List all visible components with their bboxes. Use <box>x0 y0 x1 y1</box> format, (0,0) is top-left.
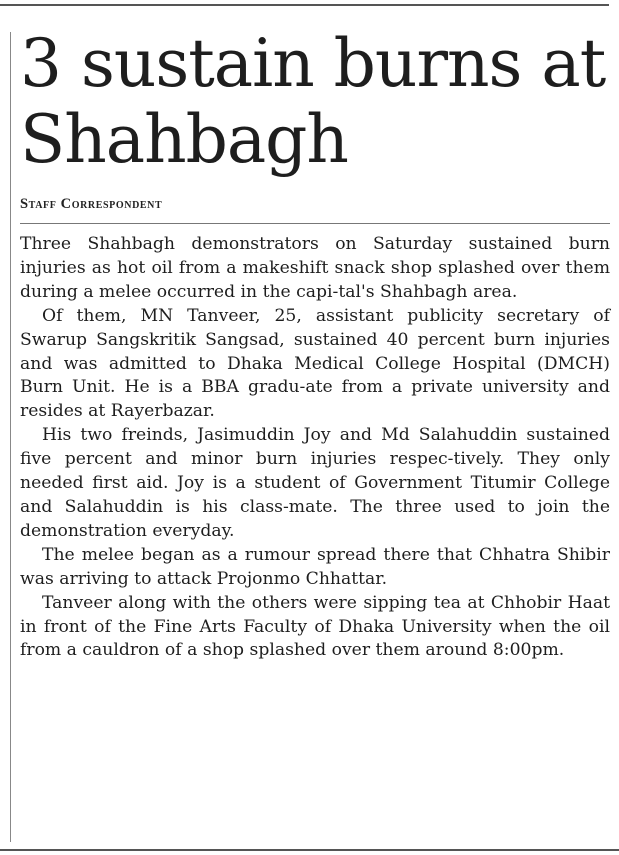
paragraph: Three Shahbagh demonstrators on Saturday sustained burn injuries as hot oil from a makeshift snack shop splashed over them during a melee occurred in the capi-tal's Shahbagh area. <box>20 234 610 302</box>
byline-divider <box>20 223 610 224</box>
paragraph: Tanveer along with the others were sipping tea at Chhobir Haat in front of the Fine Arts Faculty of Dhaka University when the oil from a cauldron of a shop splashed over them around 8:00pm. <box>20 592 610 661</box>
article-body <box>20 233 610 663</box>
paragraph: Of them, MN Tanveer, 25, assistant publicity secretary of Swarup Sangskritik Sangsad, sustained 40 percent burn injuries and was admitted to Dhaka Medical College Hospital (DMCH) Burn Unit. He is a BBA gradu-ate from a private university and resides at Rayerbazar. <box>20 305 610 422</box>
left-column-rule <box>10 32 11 842</box>
top-rule <box>0 4 609 6</box>
bottom-rule <box>0 849 619 851</box>
news-article <box>20 26 610 663</box>
byline: Staff Correspondent <box>20 196 163 212</box>
headline: 3 sustain burns at Shahbagh <box>20 25 606 178</box>
paragraph: The melee began as a rumour spread there that Chhatra Shibir was arriving to attack Projonmo Chhattar. <box>20 544 610 589</box>
paragraph: His two freinds, Jasimuddin Joy and Md Salahuddin sustained five percent and minor burn injuries respec-tively. They only needed first aid. Joy is a student of Government Titumir College and Salahuddin is his class-mate. The three used to join the demonstration everyday. <box>20 425 610 541</box>
